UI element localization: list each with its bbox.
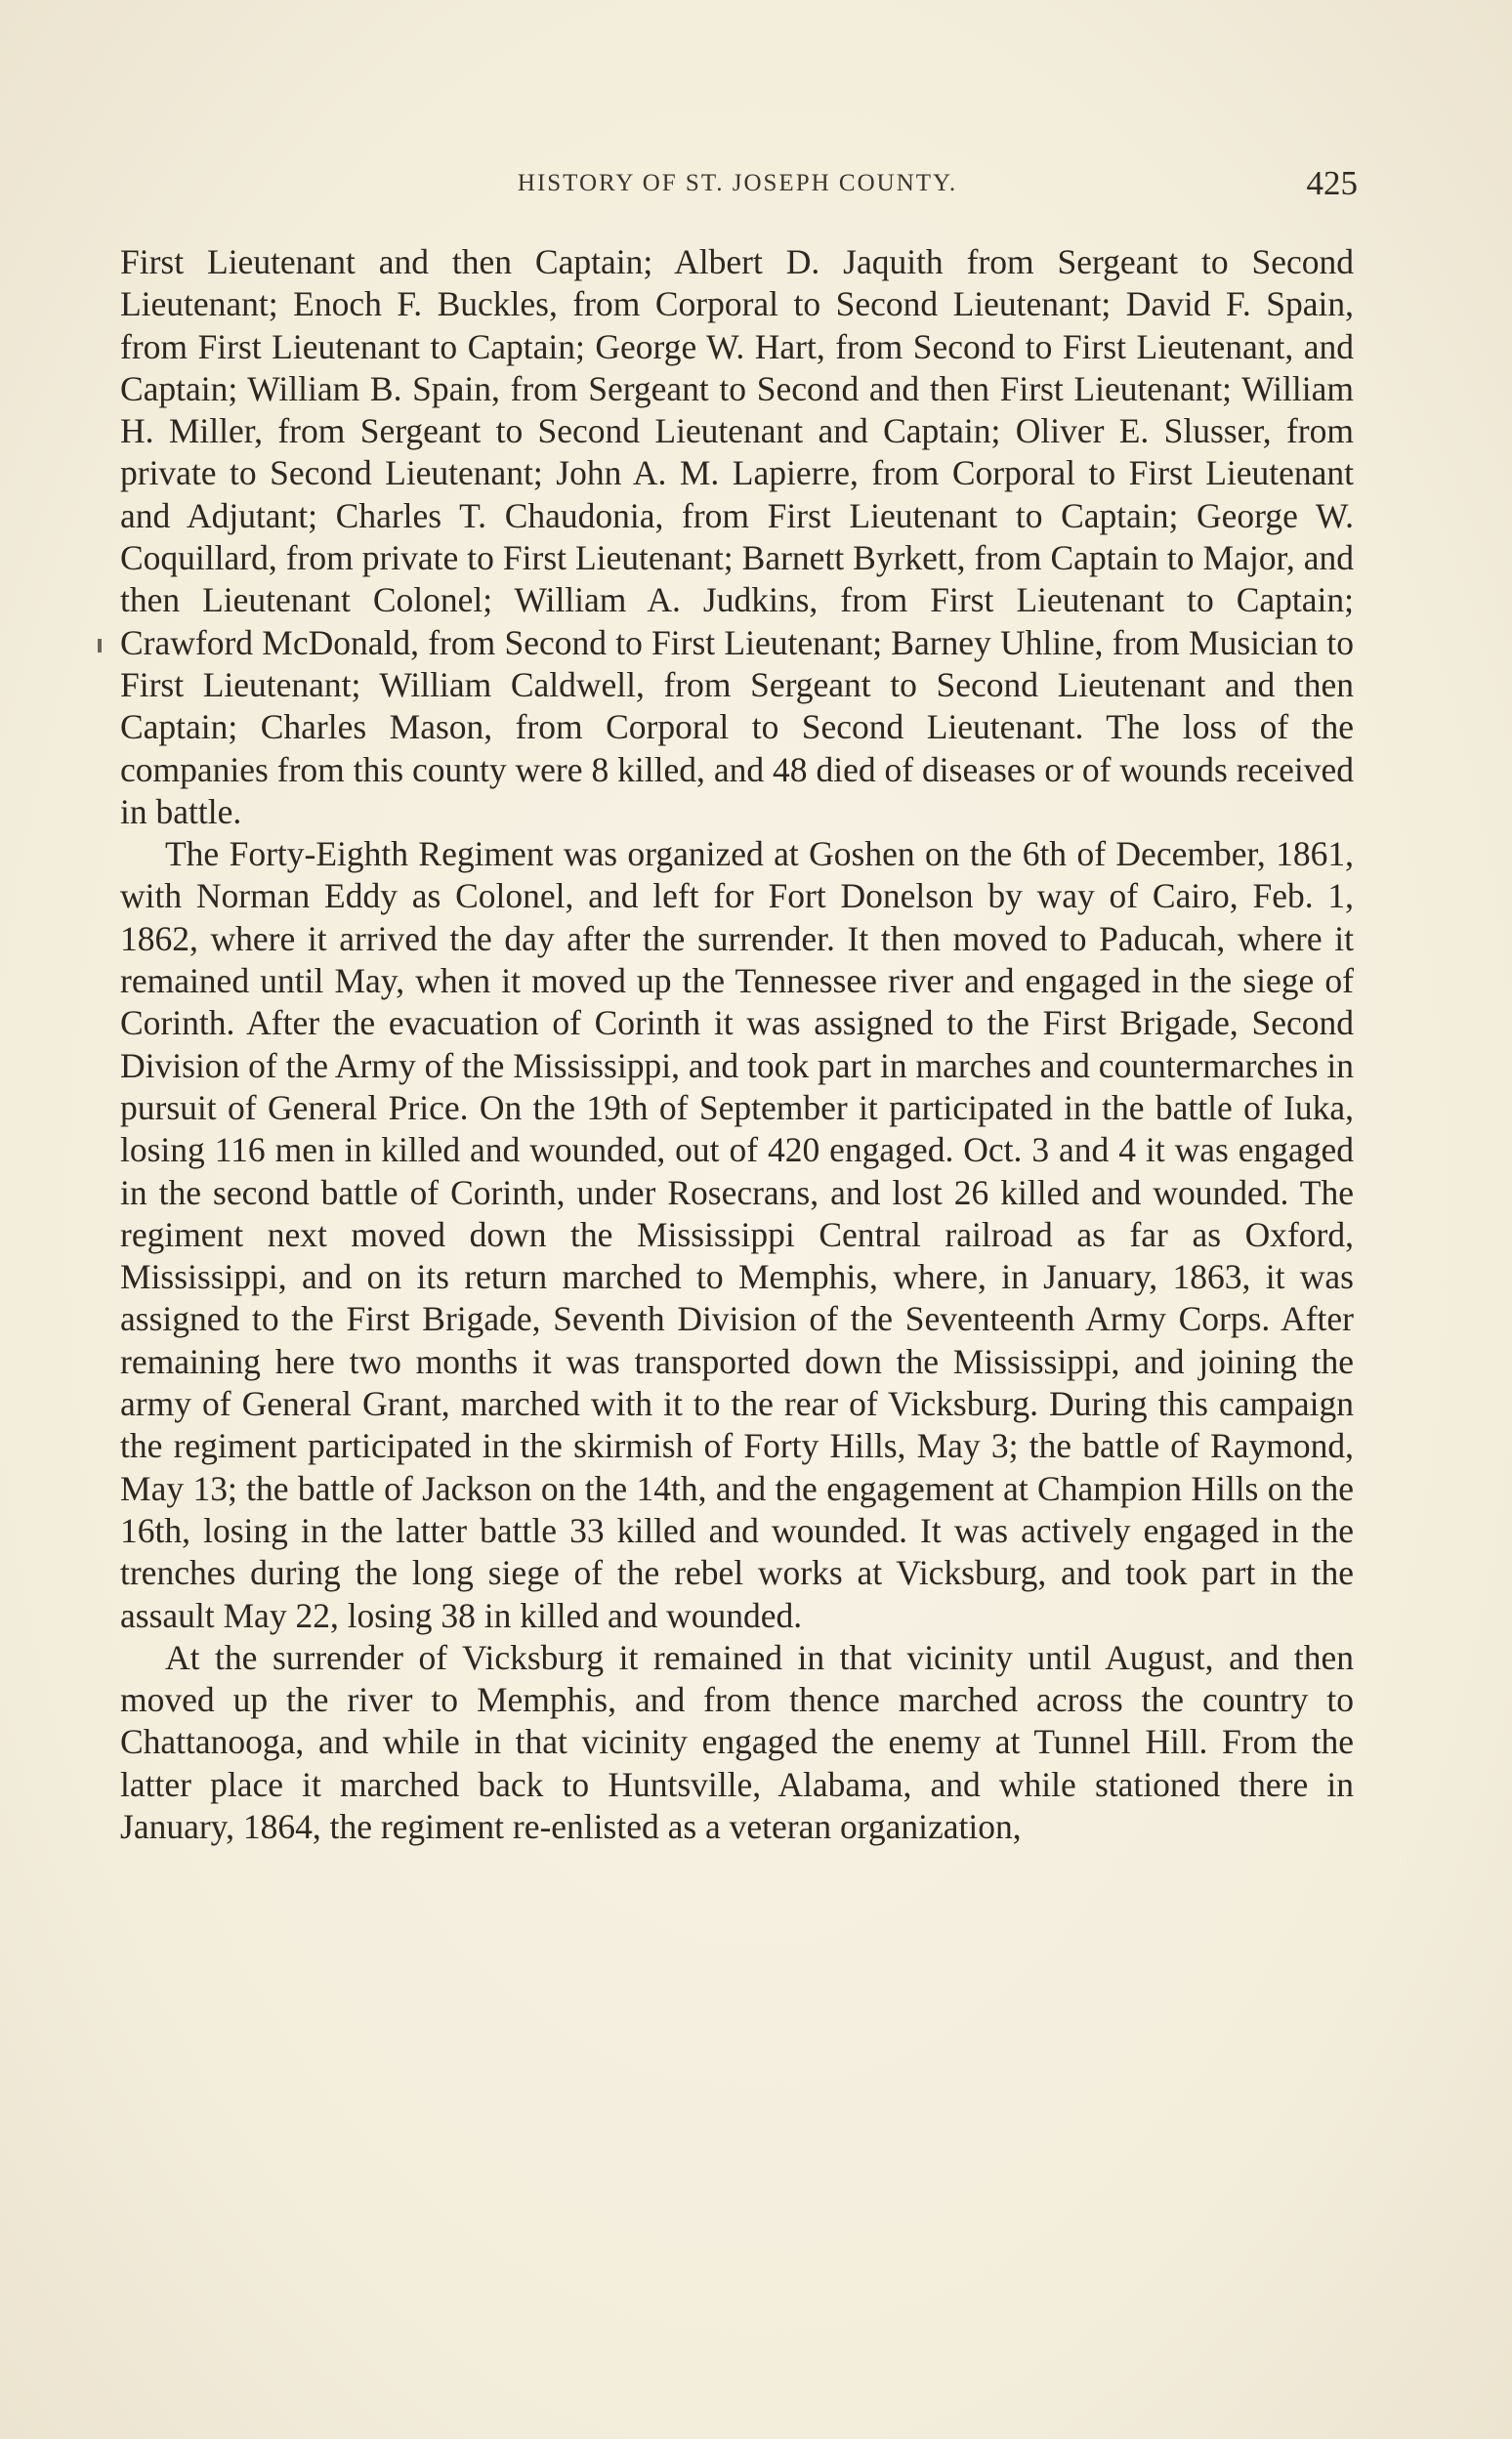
paragraph-surrender-of-vicksburg: At the surrender of Vicksburg it remained in that vicinity until August, and then moved up the river to Memphis, and from thence marched across the country to Chattanooga, and while in that vicinity engaged the enemy at Tunnel Hill. From the latter place it marched back to Huntsville, Alabama, and while stationed there in January, 1864, the regiment re-enlisted as a veteran organization, [120,1637,1354,1846]
paragraph-forty-eighth-regiment: The Forty-Eighth Regiment was organized at Goshen on the 6th of December, 1861, with Norman Eddy as Colonel, and left for Fort Donelson by way of Cairo, Feb. 1, 1862, where it arrived the day after the surrender. It then moved to Paducah, where it remained until May, when it moved up the Tennessee river and engaged in the siege of Corinth. After the evacuation of Corinth it was assigned to the First Brigade, Second Division of the Army of the Mississippi, and took part in marches and countermarches in pursuit of General Price. On the 19th of September it participated in the battle of Iuka, losing 116 men in killed and wounded, out of 420 engaged. Oct. 3 and 4 it was engaged in the second battle of Corinth, under Rosecrans, and lost 26 killed and wounded. The regiment next moved down the Mississippi Central railroad as far as Oxford, Mississippi, and on its return marched to Memphis, where, in January, 1863, it was assigned to the First Brigade, Seventh Division of the Seventeenth Army Corps. After remaining here two months it was transported down the Mississippi, and joining the army of General Grant, marched with it to the rear of Vicksburg. During this campaign the regiment participated in the skirmish of Forty Hills, May 3; the battle of Raymond, May 13; the battle of Jackson on the 14th, and the engagement at Champion Hills on the 16th, losing in the latter battle 33 killed and wounded. It was actively engaged in the trenches during the long siege of the rebel works at Vicksburg, and took part in the assault May 22, losing 38 in killed and wounded. [120,834,1354,1635]
body-text [120,241,1354,1848]
paragraph-continued: First Lieutenant and then Captain; Albert D. Jaquith from Sergeant to Second Lieutenant; Enoch F. Buckles, from Corporal to Second Lieutenant; David F. Spain, from First Lieutenant to Captain; George W. Hart, from Second to First Lieutenant, and Captain; William B. Spain, from Sergeant to Second and then First Lieutenant; William H. Miller, from Sergeant to Second Lieutenant and Captain; Oliver E. Slusser, from private to Second Lieutenant; John A. M. Lapierre, from Corporal to First Lieutenant and Adjutant; Charles T. Chaudonia, from First Lieutenant to Captain; George W. Coquillard, from private to First Lieutenant; Barnett Byrkett, from Captain to Major, and then Lieutenant Colonel; William A. Judkins, from First Lieutenant to Captain; Crawford McDonald, from Second to First Lieutenant; Barney Uhline, from Musician to First Lieutenant; William Caldwell, from Sergeant to Second Lieutenant and then Captain; Charles Mason, from Corporal to Second Lieutenant. The loss of the companies from this county were 8 killed, and 48 died of diseases or of wounds received in battle. [120,242,1354,831]
page-number: 425 [1306,164,1358,202]
running-header [117,164,1358,203]
running-title: HISTORY OF ST. JOSEPH COUNTY. [517,170,958,196]
margin-mark [98,639,102,652]
